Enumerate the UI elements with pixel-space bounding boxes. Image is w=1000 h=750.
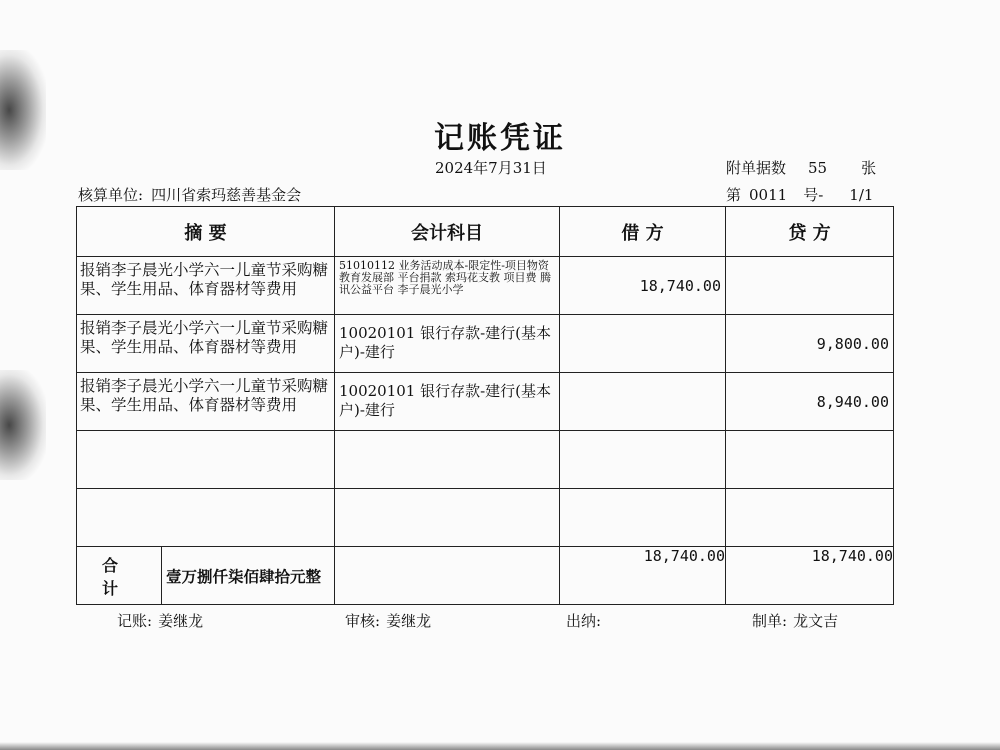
table-row (77, 315, 894, 373)
header-account: 会计科目 (335, 207, 560, 257)
bookkeeper-name: 姜继龙 (158, 612, 204, 630)
footer-preparer (752, 610, 838, 631)
attachments-unit: 张 (861, 159, 877, 177)
total-label (77, 547, 162, 604)
scan-smudge-bottom (0, 370, 46, 480)
reviewer-name: 姜继龙 (386, 612, 432, 630)
total-amount-words: 壹万捌仟柒佰肆拾元整 (166, 567, 322, 586)
attachments-count (726, 157, 876, 178)
row-summary: 报销李子晨光小学六一儿童节采购糖果、学生用品、体育器材等费用 (80, 261, 329, 298)
table-row-empty (77, 431, 894, 489)
row-debit (560, 315, 725, 335)
header-summary: 摘 要 (77, 207, 335, 257)
row-account: 10020101 银行存款-建行(基本户)-建行 (339, 324, 552, 361)
row-summary: 报销李子晨光小学六一儿童节采购糖果、学生用品、体育器材等费用 (80, 377, 329, 414)
accounting-unit-label: 核算单位: (78, 186, 144, 204)
voucher-number-value: 0011 (749, 186, 788, 204)
accounting-unit-value: 四川省索玛慈善基金会 (151, 186, 302, 204)
voucher-table (76, 206, 894, 605)
row-account: 51010112 业务活动成本-限定性-项目物资 教育发展部 平台捐款 索玛花支教 项目费 腾讯公益平台 李子晨光小学 (339, 259, 551, 296)
total-debit: 18,740.00 (560, 547, 726, 605)
scan-bottom-edge (0, 742, 1000, 750)
row-credit (726, 257, 893, 277)
total-label-text: 合 计 (101, 555, 136, 598)
row-debit: 18,740.00 (639, 277, 721, 295)
voucher-number-prefix: 第 (726, 186, 742, 204)
voucher-number (726, 184, 873, 205)
header-credit: 贷 方 (726, 207, 894, 257)
attachments-label: 附单据数 (726, 159, 787, 177)
total-row (77, 547, 894, 605)
voucher-number-suffix: 号- (803, 186, 824, 204)
accounting-unit (78, 184, 301, 205)
footer-cashier (566, 610, 607, 631)
table-row (77, 373, 894, 431)
reviewer-label: 审核: (345, 612, 381, 630)
footer-reviewer (345, 610, 431, 631)
row-debit (560, 373, 725, 393)
preparer-label: 制单: (752, 612, 788, 630)
voucher-page: 1/1 (849, 186, 874, 204)
table-row (77, 257, 894, 315)
voucher-title: 记账凭证 (434, 121, 566, 156)
row-summary: 报销李子晨光小学六一儿童节采购糖果、学生用品、体育器材等费用 (80, 319, 329, 356)
bookkeeper-label: 记账: (117, 612, 153, 630)
table-row-empty (77, 489, 894, 547)
cashier-label: 出纳: (566, 612, 602, 630)
preparer-name: 龙文吉 (793, 612, 839, 630)
footer-bookkeeper (117, 610, 203, 631)
table-header (77, 207, 894, 257)
total-credit: 18,740.00 (726, 547, 894, 605)
attachments-number: 55 (808, 159, 828, 177)
header-debit: 借 方 (560, 207, 726, 257)
row-credit: 9,800.00 (816, 335, 889, 353)
row-credit: 8,940.00 (816, 393, 889, 411)
row-account: 10020101 银行存款-建行(基本户)-建行 (339, 382, 552, 419)
voucher-date: 2024年7月31日 (435, 159, 547, 177)
